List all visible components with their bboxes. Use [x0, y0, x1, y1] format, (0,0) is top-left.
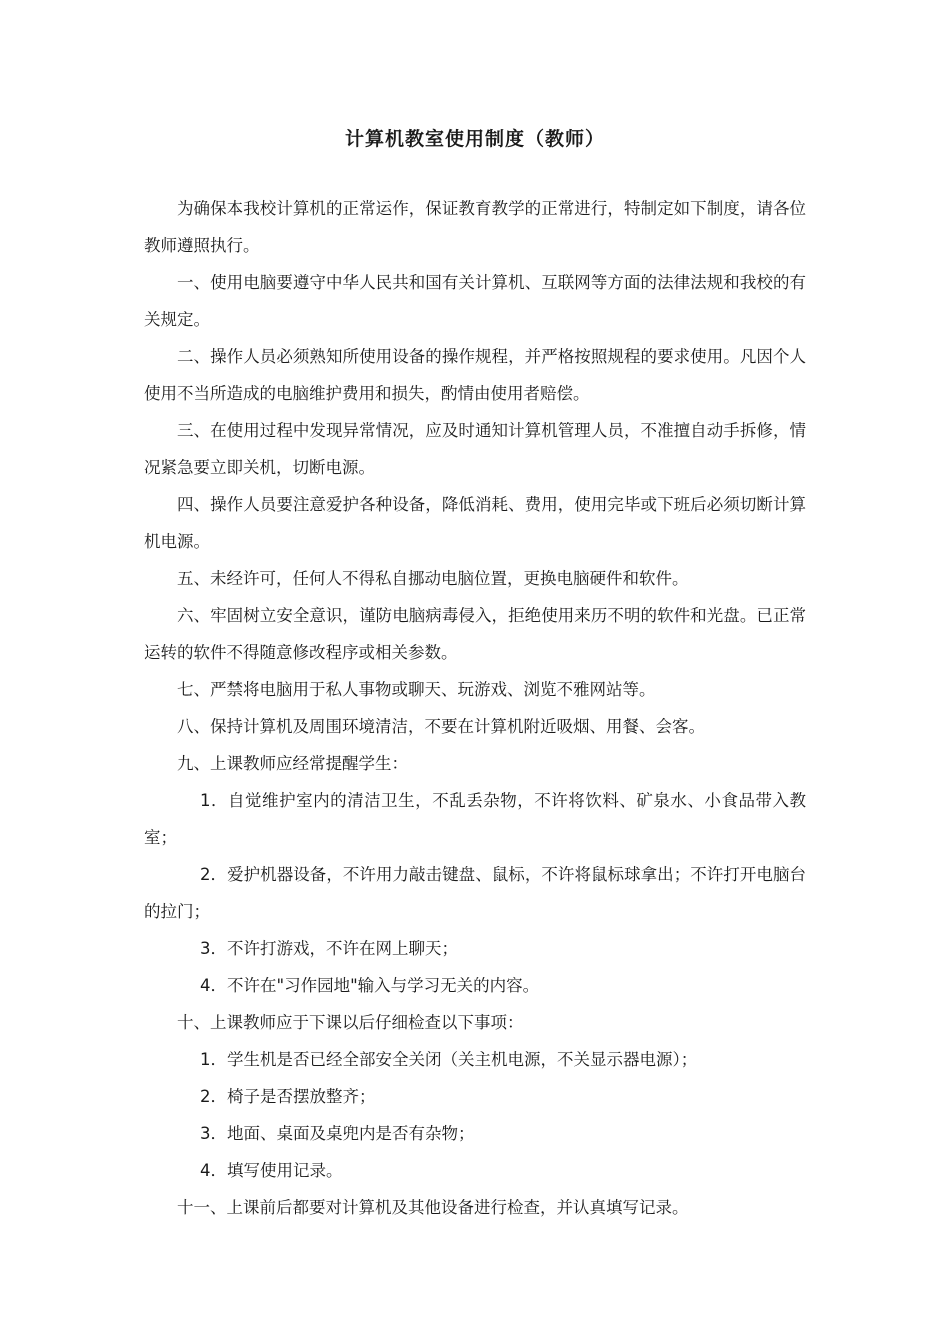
- document-title: 计算机教室使用制度（教师）: [344, 128, 605, 150]
- document-body: [144, 190, 806, 1226]
- rule-1: 一、使用电脑要遵守中华人民共和国有关计算机、互联网等方面的法律法规和我校的有关规定。: [144, 273, 806, 329]
- rule-9: 九、上课教师应经常提醒学生：: [177, 754, 408, 773]
- rule-11: 十一、上课前后都要对计算机及其他设备进行检查，并认真填写记录。: [177, 1198, 689, 1217]
- rule-9-item-1: 1．自觉维护室内的清洁卫生，不乱丢杂物，不许将饮料、矿泉水、小食品带入教室；: [144, 791, 806, 847]
- rule-9-item-4: 4．不许在"习作园地"输入与学习无关的内容。: [200, 976, 540, 995]
- rule-10-item-2: 2．椅子是否摆放整齐；: [200, 1087, 376, 1106]
- rule-8: 八、保持计算机及周围环境清洁，不要在计算机附近吸烟、用餐、会客。: [177, 717, 705, 736]
- rule-2: 二、操作人员必须熟知所使用设备的操作规程，并严格按照规程的要求使用。凡因个人使用不当所造成的电脑维护费用和损失，酌情由使用者赔偿。: [144, 347, 806, 403]
- rule-6: 六、牢固树立安全意识，谨防电脑病毒侵入，拒绝使用来历不明的软件和光盘。已正常运转的软件不得随意修改程序或相关参数。: [144, 606, 806, 662]
- rule-4: 四、操作人员要注意爱护各种设备，降低消耗、费用，使用完毕或下班后必须切断计算机电源。: [144, 495, 806, 551]
- rule-9-item-2: 2．爱护机器设备，不许用力敲击键盘、鼠标，不许将鼠标球拿出；不许打开电脑台的拉门；: [144, 865, 806, 921]
- rule-5: 五、未经许可，任何人不得私自挪动电脑位置，更换电脑硬件和软件。: [177, 569, 689, 588]
- intro-paragraph: 为确保本我校计算机的正常运作，保证教育教学的正常进行，特制定如下制度，请各位教师遵照执行。: [144, 199, 806, 255]
- rule-10-item-1: 1．学生机是否已经全部安全关闭（关主机电源，不关显示器电源）；: [200, 1050, 698, 1069]
- rule-10-item-4: 4．填写使用记录。: [200, 1161, 343, 1180]
- rule-10-item-3: 3．地面、桌面及桌兜内是否有杂物；: [200, 1124, 475, 1143]
- rule-7: 七、严禁将电脑用于私人事物或聊天、玩游戏、浏览不雅网站等。: [177, 680, 656, 699]
- rule-3: 三、在使用过程中发现异常情况，应及时通知计算机管理人员，不准擅自动手拆修，情况紧急要立即关机，切断电源。: [144, 421, 806, 477]
- rule-10: 十、上课教师应于下课以后仔细检查以下事项：: [177, 1013, 524, 1032]
- rule-9-item-3: 3．不许打游戏，不许在网上聊天；: [200, 939, 458, 958]
